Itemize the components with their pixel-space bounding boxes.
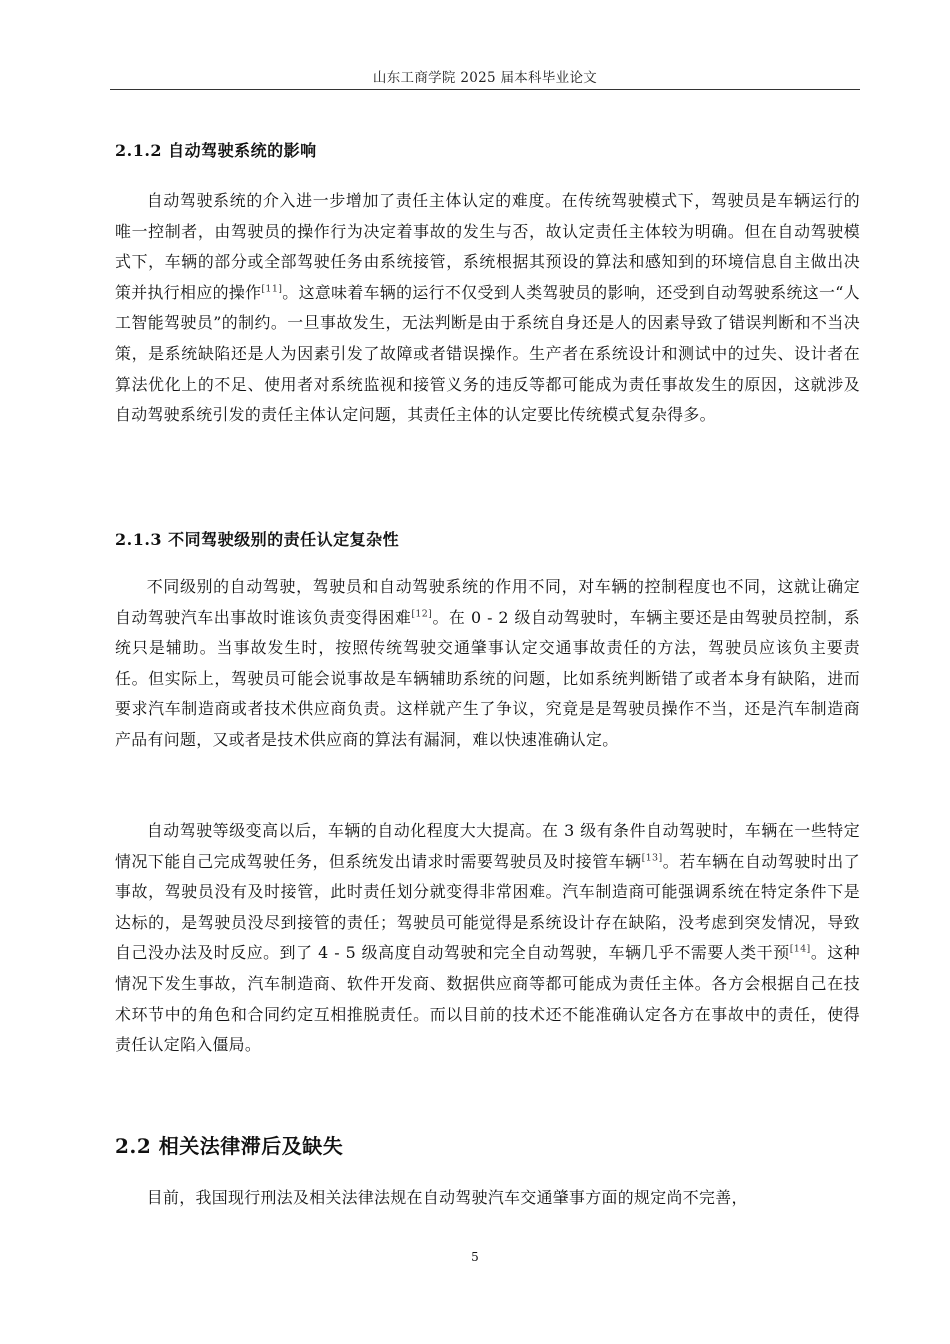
citation-13: [13] <box>641 852 663 864</box>
paragraph-text: 。这种情况下发生事故，汽车制造商、软件开发商、数据供应商等都可能成为责任主体。各方会根据自己在技术环节中的角色和合同约定互相推脱责任。而以目前的技术还不能准确认定各方在事故中的责任，使得责任认定陷入僵局。 <box>115 943 860 1055</box>
paragraph-text: 自动驾驶系统的介入进一步增加了责任主体认定的难度。在传统驾驶模式下，驾驶员是车辆运行的唯一控制者，由驾驶员的操作行为决定着事故的发生与否，故认定责任主体较为明确。但在自动驾驶模式下，车辆的部分或全部驾驶任务由系统接管，系统根据其预设的算法和感知到的环境信息自主做出决策并执行相应的操作 <box>115 191 860 302</box>
running-header: 山东工商学院 2025 届本科毕业论文 <box>372 70 598 86</box>
citation-11: [11] <box>261 283 283 295</box>
paragraph-text: 不同级别的自动驾驶，驾驶员和自动驾驶系统的作用不同，对车辆的控制程度也不同，这就让确定自动驾驶汽车出事故时谁该负责变得困难 <box>115 577 860 627</box>
paragraph-text: 。在 0 - 2 级自动驾驶时，车辆主要还是由驾驶员控制，系统只是辅助。当事故发生时，按照传统驾驶交通肇事认定交通事故责任的方法，驾驶员应该负主要责任。但实际上，驾驶员可能会说事故是车辆辅助系统的问题，比如系统判断错了或者本身有缺陷，进而要求汽车制造商或者技术供应商负责。这样就产生了争议，究竟是是驾驶员操作不当，还是汽车制造商产品有问题，又或者是技术供应商的算法有漏洞，难以快速准确认定。 <box>115 607 860 749</box>
paragraph-text: 。若车辆在自动驾驶时出了事故，驾驶员没有及时接管，此时责任划分就变得非常困难。汽车制造商可能强调系统在特定条件下是达标的，是驾驶员没尽到接管的责任；驾驶员可能觉得是系统设计存在缺陷，没考虑到突发情况，导致自己没办法及时反应。到了 4 - 5 级高度自动驾驶和完全自动驾驶，车辆几乎不需要人类干预 <box>115 851 860 963</box>
paragraph-text: 自动驾驶等级变高以后，车辆的自动化程度大大提高。在 3 级有条件自动驾驶时，车辆在一些特定情况下能自己完成驾驶任务，但系统发出请求时需要驾驶员及时接管车辆 <box>115 821 860 871</box>
paragraph-2-1-3-a <box>115 572 860 817</box>
page-number: 5 <box>471 1250 479 1264</box>
citation-14: [14] <box>789 944 811 956</box>
citation-12: [12] <box>411 608 433 620</box>
heading-2-1-3: 2.1.3 不同驾驶级别的责任认定复杂性 <box>115 530 400 549</box>
paragraph-text: 。这意味着车辆的运行不仅受到人类驾驶员的影响，还受到自动驾驶系统这一“人工智能驾驶员”的制约。一旦事故发生，无法判断是由于系统自身还是人的因素导致了错误判断和不当决策，是系统缺陷还是人为因素引发了故障或者错误操作。生产者在系统设计和测试中的过失、设计者在算法优化上的不足、使用者对系统监视和接管义务的违反等都可能成为责任事故发生的原因，这就涉及自动驾驶系统引发的责任主体认定问题，其责任主体的认定要比传统模式复杂得多。 <box>115 282 860 425</box>
paragraph-2-1-2 <box>115 186 860 494</box>
heading-2-2: 2.2 相关法律滞后及缺失 <box>115 1134 344 1158</box>
heading-2-1-2: 2.1.2 自动驾驶系统的影响 <box>115 141 317 160</box>
paragraph-2-1-3-b <box>115 816 860 1091</box>
header-rule <box>110 89 860 90</box>
paragraph-2-2: 目前，我国现行刑法及相关法律法规在自动驾驶汽车交通肇事方面的规定尚不完善， <box>146 1188 748 1207</box>
